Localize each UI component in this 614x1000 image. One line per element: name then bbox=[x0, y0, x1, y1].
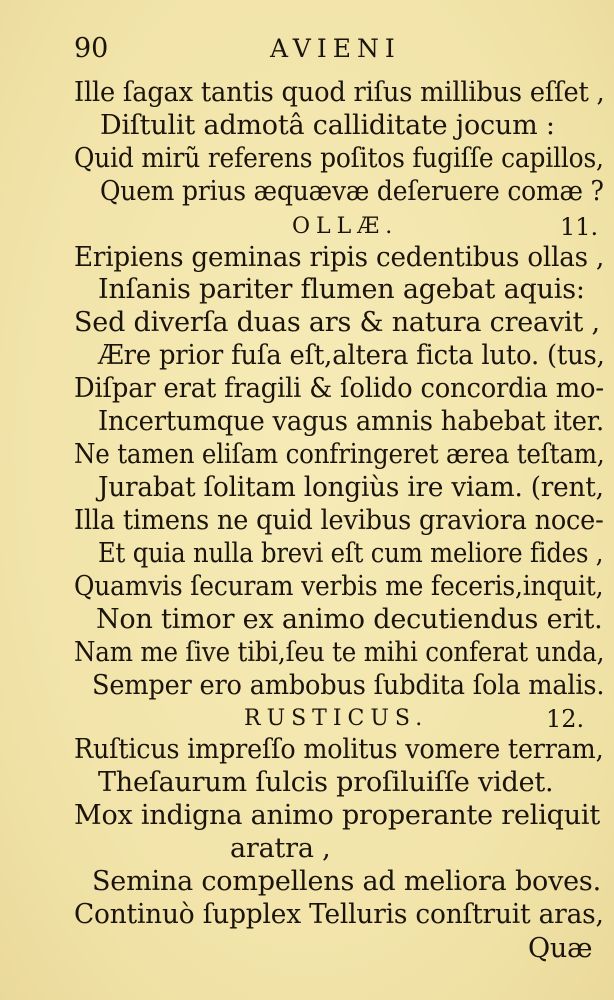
running-title: AVIENI bbox=[270, 34, 401, 63]
verse-line: Sed diverſa duas ars & natura creavit , bbox=[74, 307, 600, 338]
verse-line: Ille ſagax tantis quod riſus millibus eſſet , bbox=[74, 77, 605, 108]
verse-line: Diſtulit admotâ calliditate jocum : bbox=[100, 110, 555, 141]
fable-number: 12. bbox=[546, 705, 585, 733]
verse-line: Mox indigna animo properante reliquit bbox=[74, 800, 600, 831]
verse-line: aratra , bbox=[230, 833, 331, 864]
verse-line: Quid mirũ referens poſitos fugiſſe capillos, bbox=[74, 143, 604, 174]
verse-line: Jurabat ſolitam longiùs ire viam. (rent, bbox=[98, 472, 604, 503]
verse-line: Diſpar erat fragili & ſolido concordia mo- bbox=[74, 373, 604, 404]
verse-line: Ære prior fuſa eſt,altera ficta luto. (tus, bbox=[98, 340, 605, 371]
verse-line: Eripiens geminas ripis cedentibus ollas , bbox=[74, 242, 605, 273]
section-heading-ollae: OLLÆ. bbox=[292, 214, 399, 239]
fable-number: 11. bbox=[560, 213, 599, 241]
verse-line: Non timor ex animo decutiendus erit. bbox=[96, 604, 603, 635]
verse-line: Ruſticus impreſſo molitus vomere terram, bbox=[74, 734, 604, 765]
verse-line: Quem prius æquævæ deſeruere comæ ? bbox=[100, 176, 604, 207]
verse-line: Et quia nulla brevi eſt cum meliore fides , bbox=[98, 538, 604, 569]
verse-line: Semina compellens ad meliora boves. bbox=[92, 866, 601, 897]
verse-line: Ne tamen eliſam confringeret ærea teſtam, bbox=[74, 439, 605, 470]
verse-line: Semper ero ambobus ſubdita ſola malis. bbox=[92, 670, 605, 701]
page-number: 90 bbox=[74, 33, 109, 64]
verse-line: Nam me ſive tibi,ſeu te mihi conferat unda, bbox=[74, 637, 605, 668]
verse-line: Inſanis pariter flumen agebat aquis: bbox=[98, 274, 585, 305]
catchword: Quæ bbox=[528, 933, 593, 964]
verse-line: Illa timens ne quid levibus graviora noce- bbox=[74, 505, 604, 536]
verse-line: Incertumque vagus amnis habebat iter. bbox=[98, 406, 605, 437]
verse-line: Theſaurum ſulcis proſiluiſſe videt. bbox=[98, 767, 554, 798]
section-heading-rusticus: RUSTICUS. bbox=[244, 706, 429, 731]
verse-line: Quamvis ſecuram verbis me feceris,inquit, bbox=[74, 571, 604, 602]
verse-line: Continuò ſupplex Telluris conſtruit aras, bbox=[74, 899, 604, 930]
